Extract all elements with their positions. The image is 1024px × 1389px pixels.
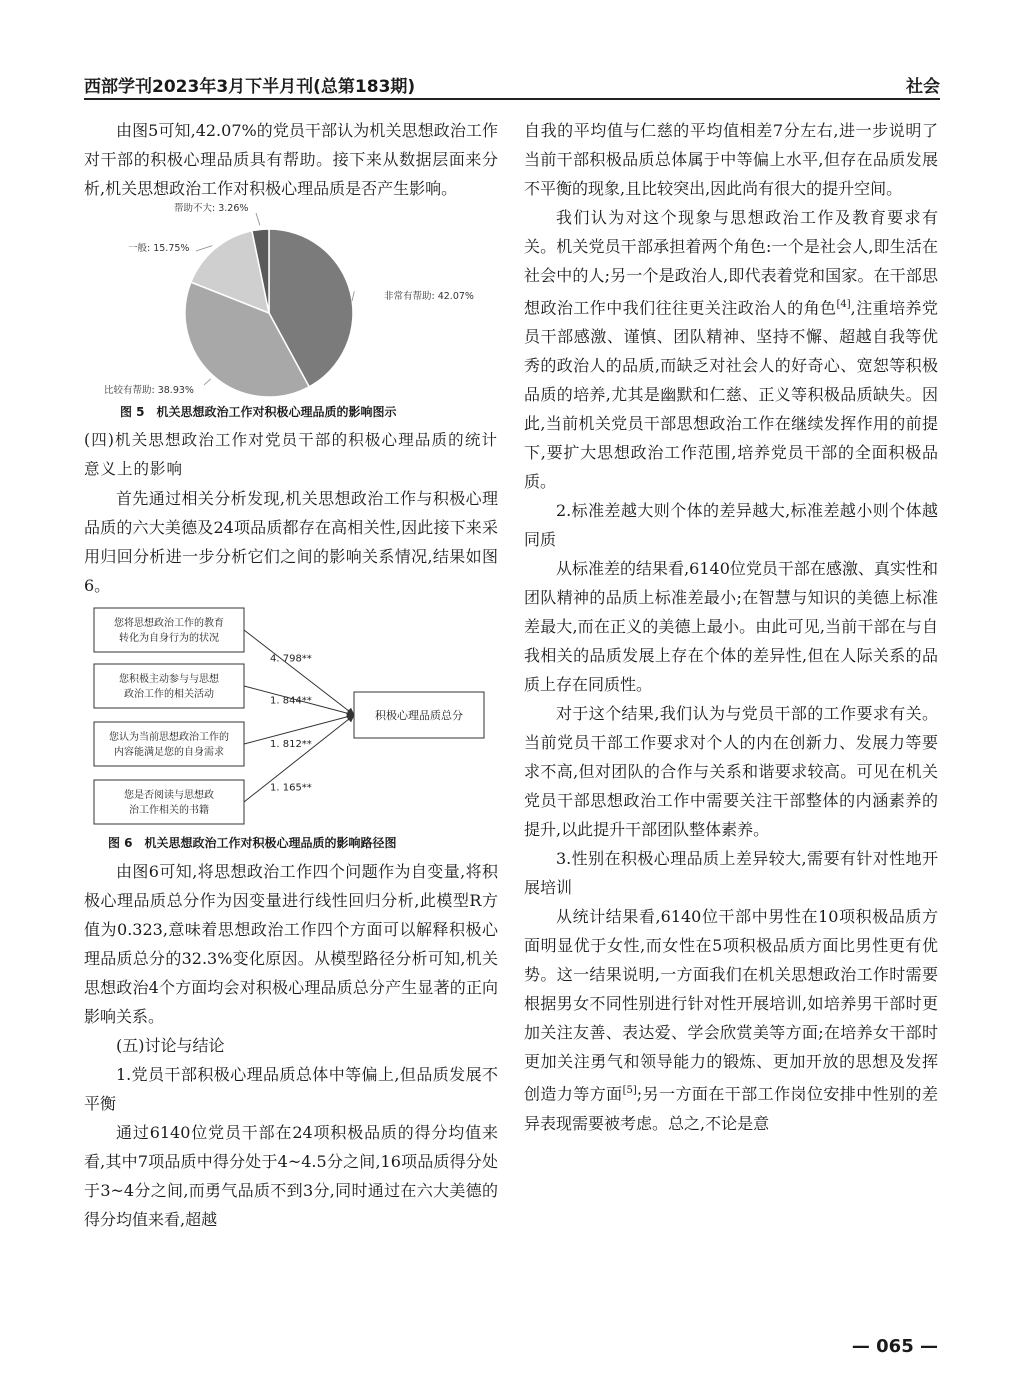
subheading-3: 3.性别在积极心理品质上差异较大,需要有针对性地开展培训	[524, 849, 938, 898]
left-column	[84, 116, 498, 1234]
section-title: 社会	[906, 77, 940, 97]
section-heading-4: (四)机关思想政治工作对党员干部的积极心理品质的统计意义上的影响	[84, 431, 498, 478]
journal-title: 西部学刊2023年3月下半月刊(总第183期)	[84, 77, 416, 97]
pie-chart-svg	[84, 203, 498, 399]
paragraph: 对于这个结果,我们认为与党员干部的工作要求有关。当前党员干部工作要求对个人的内在创新力、发展力等要求不高,但对团队的合作与关系和谐要求较高。可见在机关党员干部思想政治工作中需要关注干部整体的内涵素养的提升,以此提升干部团队整体素养。	[524, 704, 938, 840]
source-label: 政治工作的相关活动	[124, 689, 214, 700]
source-box	[94, 722, 244, 766]
page-number: — 065 —	[851, 1336, 938, 1357]
path-coefficient: 1. 844**	[270, 695, 312, 707]
pie-leader-line	[204, 379, 211, 385]
path-diagram-svg	[84, 600, 498, 830]
figure-6-path-diagram	[84, 600, 498, 830]
subheading-2: 2.标准差越大则个体的差异越大,标准差越小则个体越同质	[524, 501, 938, 550]
source-label: 您积极主动参与与思想	[119, 674, 219, 685]
text: ,注重培养党员干部感激、谨慎、团队精神、坚持不懈、超越自我等优秀的政治人的品质,而缺乏对社会人的好奇心、宽恕等积极品质的培养,尤其是幽默和仁慈、正义等积极品质缺失。因此,当前机关党员干部思想政治工作在继续发挥作用的前提下,要扩大思想政治工作范围,培养党员干部的全面积极品质。	[524, 298, 938, 492]
source-label: 内容能满足您的自身需求	[114, 747, 224, 758]
pie-label: 比较有帮助: 38.93%	[104, 385, 194, 396]
source-label: 转化为自身行为的状况	[119, 633, 219, 644]
paragraph	[524, 203, 938, 496]
paragraph: 首先通过相关分析发现,机关思想政治工作与积极心理品质的六大美德及24项品质都存在高相关性,因此接下来采用归回分析进一步分析它们之间的影响关系情况,结果如图6。	[84, 489, 498, 595]
citation: [5]	[622, 1085, 637, 1097]
text: 我们认为对这个现象与思想政治工作及教育要求有关。机关党员干部承担着两个角色:一个是社会人,即生活在社会中的人;另一个是政治人,即代表着党和国家。在干部思想政治工作中我们往往更关注政治人的角色	[524, 208, 938, 318]
pie-leader-line	[352, 291, 354, 301]
right-column	[524, 116, 938, 1138]
paragraph: 从标准差的结果看,6140位党员干部在感激、真实性和团队精神的品质上标准差最小;在智慧与知识的美德上标准差最大,而在正义的美德上最小。由此可见,当前干部在与自我相关的品质发展上存在个体的差异性,但在人际关系的品质上存在同质性。	[524, 559, 938, 695]
paragraph: 由图6可知,将思想政治工作四个问题作为自变量,将积极心理品质总分作为因变量进行线性回归分析,此模型R方值为0.323,意味着思想政治工作四个方面可以解释积极心理品质总分的32.3%变化原因。从模型路径分析可知,机关思想政治4个方面均会对积极心理品质总分产生显著的正向影响关系。	[84, 862, 498, 1026]
path-coefficient: 1. 165**	[270, 782, 312, 794]
paragraph	[524, 902, 938, 1137]
figure-5-pie-chart	[84, 203, 498, 399]
source-label: 治工作相关的书籍	[129, 805, 209, 816]
source-box	[94, 608, 244, 652]
source-box	[94, 664, 244, 708]
text: 从统计结果看,6140位干部中男性在10项积极品质方面明显优于女性,而女性在5项积极品质方面比男性更有优势。这一结果说明,一方面我们在机关思想政治工作时需要根据男女不同性别进行针对性开展培训,如培养男干部时更加关注友善、表达爱、学会欣赏美等方面;在培养女干部时更加关注勇气和领导能力的锻炼、更加开放的思想及发挥创造力等方面	[524, 907, 938, 1104]
subheading-1: 1.党员干部积极心理品质总体中等偏上,但品质发展不平衡	[84, 1065, 498, 1113]
path-coefficient: 1. 812**	[270, 738, 312, 750]
pie-label: 一般: 15.75%	[128, 243, 190, 254]
source-label: 您是否阅读与思想政	[124, 790, 214, 801]
figure-5-caption: 图 5 机关思想政治工作对积极心理品质的影响图示	[120, 405, 397, 419]
section-heading-5: (五)讨论与结论	[116, 1036, 225, 1055]
path-coefficient: 4. 798**	[270, 653, 312, 665]
text: ;另一方面在干部工作岗位安排中性别的差异表现需要被考虑。总之,不论是意	[524, 1084, 938, 1133]
figure-6-caption: 图 6 机关思想政治工作对积极心理品质的影响路径图	[108, 836, 397, 850]
citation: [4]	[836, 299, 851, 310]
page-header	[84, 70, 940, 100]
pie-label: 帮助不大: 3.26%	[174, 203, 249, 214]
source-box	[94, 780, 244, 824]
paragraph: 通过6140位党员干部在24项积极品质的得分均值来看,其中7项品质中得分处于4~4.5分之间,16项品质得分处于3~4分之间,而勇气品质不到3分,同时通过在六大美德的得分均值来看,超越	[84, 1123, 498, 1229]
pie-label: 非常有帮助: 42.07%	[384, 291, 474, 302]
source-label: 您将思想政治工作的教育	[114, 618, 224, 629]
source-label: 您认为当前思想政治工作的	[109, 732, 229, 743]
paragraph: 由图5可知,42.07%的党员干部认为机关思想政治工作对干部的积极心理品质具有帮助。接下来从数据层面来分析,机关思想政治工作对积极心理品质是否产生影响。	[84, 121, 498, 198]
paragraph: 自我的平均值与仁慈的平均值相差7分左右,进一步说明了当前干部积极品质总体属于中等偏上水平,但存在品质发展不平衡的现象,且比较突出,因此尚有很大的提升空间。	[524, 121, 938, 198]
pie-leader-line	[196, 246, 212, 251]
pie-leader-line	[256, 213, 260, 225]
target-label: 积极心理品质总分	[375, 709, 463, 722]
